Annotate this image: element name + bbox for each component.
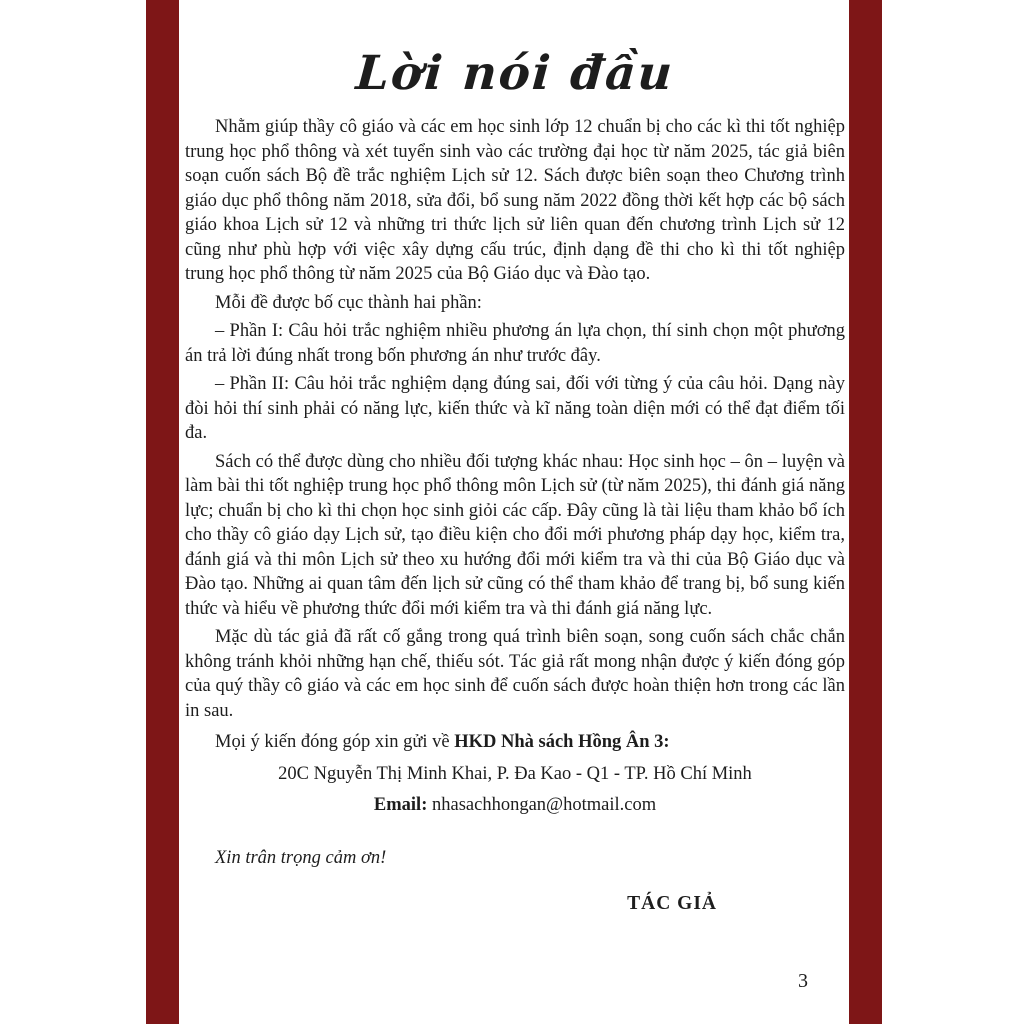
bookstore-address: 20C Nguyễn Thị Minh Khai, P. Đa Kao - Q1 - TP. Hồ Chí Minh xyxy=(278,763,752,784)
preface-page xyxy=(185,0,845,1024)
preface-paragraph-4: Mặc dù tác giả đã rất cố gắng trong quá trình biên soạn, song cuốn sách chắc chắn không tránh khỏi những hạn chế, thiếu sót. Tác giả rất mong nhận được ý kiến đóng góp của quý thầy cô giáo và các em học sinh để cuốn sách được hoàn thiện hơn trong các lần in sau. xyxy=(185,627,845,721)
preface-list-item-part-1: – Phần I: Câu hỏi trắc nghiệm nhiều phương án lựa chọn, thí sinh chọn một phương án trả lời đúng nhất trong bốn phương án như trước đây. xyxy=(185,321,845,366)
email-line xyxy=(185,793,845,818)
email-value: nhasachhongan@hotmail.com xyxy=(427,795,657,815)
page-number: 3 xyxy=(798,970,808,992)
bookstore-name: HKD Nhà sách Hồng Ân 3: xyxy=(454,732,670,752)
book-cover-edge-left xyxy=(146,0,179,1024)
email-label: Email: xyxy=(373,795,428,815)
preface-paragraph-2: Mỗi đề được bố cục thành hai phần: xyxy=(215,292,482,313)
page-title: Lời nói đầu xyxy=(354,46,676,101)
feedback-intro-text: Mọi ý kiến đóng góp xin gửi về xyxy=(215,732,455,752)
preface-paragraph-1: Nhằm giúp thầy cô giáo và các em học sinh lớp 12 chuẩn bị cho các kì thi tốt nghiệp trung học phổ thông và xét tuyển sinh vào các trường đại học từ năm 2025, tác giả biên soạn cuốn sách Bộ đề trắc nghiệm Lịch sử 12. Sách được biên soạn theo Chương trình giáo dục phổ thông năm 2018, sửa đổi, bổ sung năm 2022 đồng thời kết hợp các bộ sách giáo khoa Lịch sử 12 và những tri thức lịch sử liên quan đến chương trình Lịch sử 12 cũng như phù hợp với việc xây dựng cấu trúc, định dạng đề thi cho kì thi tốt nghiệp trung học phổ thông từ năm 2025 của Bộ Giáo dục và Đào tạo. xyxy=(185,117,845,284)
author-signature: TÁC GIẢ xyxy=(627,892,717,914)
preface-paragraph-3: Sách có thể được dùng cho nhiều đối tượng khác nhau: Học sinh học – ôn – luyện và làm bài thi tốt nghiệp trung học phổ thông môn Lịch sử (từ năm 2025), thi đánh giá năng lực; chuẩn bị cho kì thi chọn học sinh giỏi các cấp. Đây cũng là tài liệu tham khảo bổ ích cho thầy cô giáo dạy Lịch sử, tạo điều kiện cho đổi mới phương pháp dạy học, kiểm tra, đánh giá và thi môn Lịch sử theo xu hướng đổi mới kiểm tra và thi của Bộ Giáo dục và Đào tạo. Những ai quan tâm đến lịch sử cũng có thể tham khảo để trang bị, bổ sung kiến thức và hiểu về phương thức đổi mới kiểm tra và thi đánh giá năng lực. xyxy=(185,451,845,619)
feedback-line xyxy=(185,730,845,755)
thanks-line: Xin trân trọng cảm ơn! xyxy=(215,847,387,868)
preface-list-item-part-2: – Phần II: Câu hỏi trắc nghiệm dạng đúng sai, đối với từng ý của câu hỏi. Dạng này đòi hỏi thí sinh phải có năng lực, kiến thức và kĩ năng toàn diện mới có thể đạt điểm tối đa. xyxy=(185,374,845,443)
book-cover-edge-right xyxy=(849,0,882,1024)
